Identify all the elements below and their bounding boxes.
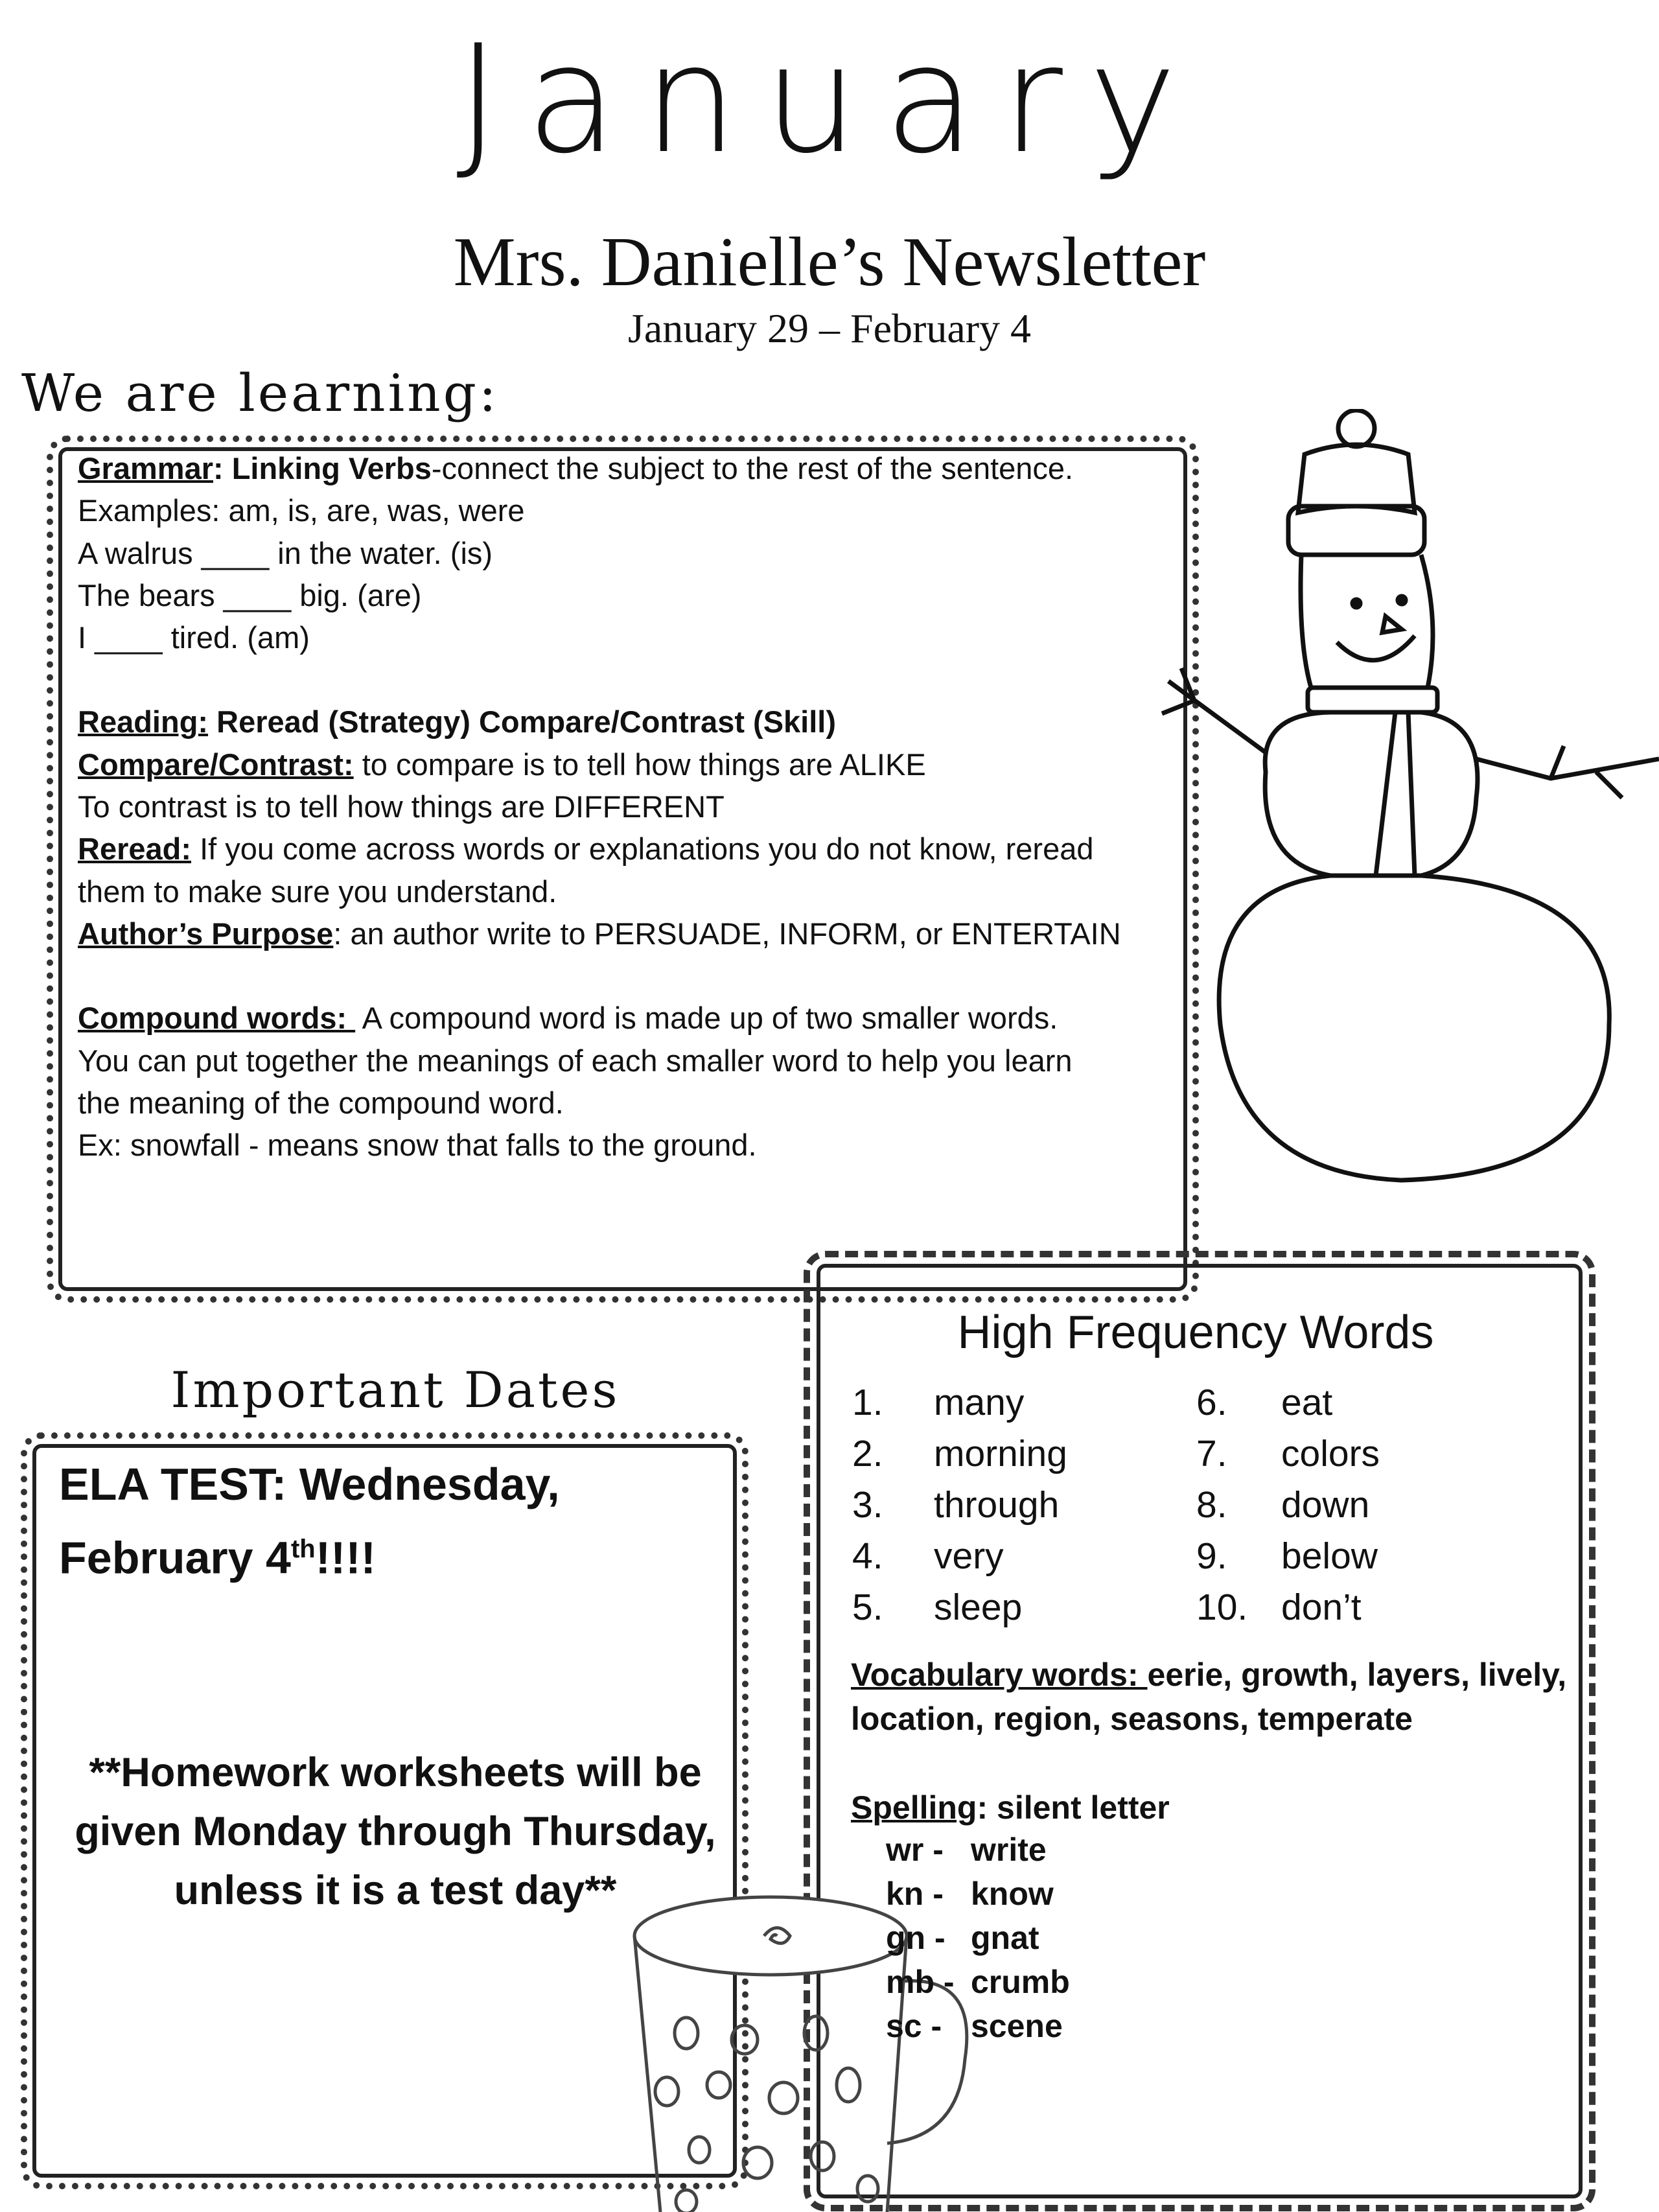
learning-text: If you come across words or explanations you do not know, reread (191, 832, 1094, 867)
learning-line (78, 997, 1179, 1039)
newsletter-title: Mrs. Danielle’s Newsletter (453, 224, 1206, 301)
learning-content (78, 447, 1179, 1166)
learning-text: -connect the subject to the rest of the sentence. (431, 451, 1074, 485)
hfw-word: many (934, 1382, 1025, 1423)
spelling-pattern: sc - (886, 2008, 942, 2044)
learning-line (78, 532, 1179, 574)
learning-text: them to make sure you understand. (78, 874, 557, 909)
learning-text: You can put together the meanings of each smaller word to help you learn (78, 1043, 1073, 1078)
hfw-word: below (1281, 1535, 1378, 1577)
learning-label: Compare/Contrast: (78, 747, 354, 782)
spelling-label: Spelling (851, 1789, 977, 1826)
learning-line (78, 743, 1179, 786)
learning-text: I ____ tired. (am) (78, 620, 310, 655)
important-dates-heading: Important Dates (170, 1361, 620, 1419)
hfw-number: 1. (852, 1382, 883, 1423)
learning-text: : an author write to PERSUADE, INFORM, or ENTERTAIN (333, 916, 1121, 951)
spelling-heading (851, 1786, 1170, 1830)
learning-line (78, 658, 1179, 701)
spelling-pattern: kn - (886, 1876, 944, 1912)
vocab-label: Vocabulary words: (851, 1657, 1148, 1693)
hfw-number: 6. (1196, 1382, 1227, 1423)
hfw-word: morning (934, 1433, 1067, 1474)
learning-line (78, 447, 1179, 489)
learning-bold: : Linking Verbs (213, 451, 432, 485)
spelling-word: gnat (971, 1920, 1039, 1956)
hfw-word: sleep (934, 1587, 1023, 1628)
vocabulary-words (851, 1653, 1577, 1741)
learning-line (78, 1082, 1179, 1124)
page-title: January (456, 14, 1203, 187)
learning-line (78, 616, 1179, 658)
hfw-number: 3. (852, 1484, 883, 1526)
learning-line (78, 1124, 1179, 1166)
spelling-word: crumb (971, 1964, 1070, 2000)
learning-bold: Reread (Strategy) Compare/Contrast (Skill) (208, 704, 837, 739)
learning-text: to compare is to tell how things are ALIKE (353, 747, 926, 782)
learning-line (78, 828, 1179, 870)
learning-line (78, 955, 1179, 997)
spelling-word: scene (971, 2008, 1063, 2044)
learning-text: The bears ____ big. (are) (78, 577, 422, 612)
date-range: January 29 – February 4 (627, 305, 1032, 351)
learning-label: Reread: (78, 832, 192, 867)
learning-label: Reading: (78, 704, 209, 739)
learning-text: A compound word is made up of two smaller words. (355, 1001, 1058, 1036)
hfw-number: 7. (1196, 1433, 1227, 1474)
learning-text: A walrus ____ in the water. (is) (78, 535, 493, 570)
hfw-number: 8. (1196, 1484, 1227, 1526)
ela-sup: th (290, 1535, 316, 1563)
learning-label: Grammar (78, 451, 213, 485)
hfw-number: 5. (852, 1587, 883, 1628)
learning-line (78, 913, 1179, 955)
learning-heading: We are learning: (21, 363, 499, 423)
hfw-word: don’t (1281, 1587, 1362, 1628)
hfw-number: 4. (852, 1535, 883, 1577)
hfw-word: colors (1281, 1433, 1380, 1474)
learning-line (78, 701, 1179, 743)
learning-line (78, 870, 1179, 913)
hfw-word: down (1281, 1484, 1370, 1526)
ela-exclaim: !!!! (315, 1532, 376, 1583)
learning-label: Compound words: (78, 1001, 356, 1036)
ela-line-1: ELA TEST: Wednesday, (59, 1459, 560, 1509)
ela-test-notice (59, 1452, 560, 1590)
ela-line-2: February 4 (59, 1532, 291, 1583)
hfw-word: through (934, 1484, 1060, 1526)
hfw-number: 10. (1196, 1587, 1248, 1628)
spelling-word: know (971, 1876, 1054, 1912)
learning-text: Examples: am, is, are, was, were (78, 493, 525, 528)
hfw-word: eat (1281, 1382, 1333, 1423)
learning-label: Author’s Purpose (78, 916, 334, 951)
spelling-pattern: mb - (886, 1964, 955, 2000)
hfw-number: 2. (852, 1433, 883, 1474)
learning-line (78, 1040, 1179, 1082)
learning-text: the meaning of the compound word. (78, 1085, 564, 1120)
spelling-word: write (971, 1832, 1047, 1868)
learning-line (78, 489, 1179, 531)
learning-line (78, 574, 1179, 616)
vocab-list: eerie, growth, layers, lively, location, region, seasons, temperate (851, 1657, 1567, 1737)
hfw-word: very (934, 1535, 1004, 1577)
hfw-heading: High Frequency Words (957, 1307, 1434, 1358)
hfw-number: 9. (1196, 1535, 1227, 1577)
spelling-pattern: wr - (886, 1832, 944, 1868)
learning-text: Ex: snowfall - means snow that falls to the ground. (78, 1128, 757, 1163)
spelling-topic: : silent letter (977, 1789, 1170, 1826)
snowman-illustration (1143, 409, 1659, 1187)
learning-line (78, 786, 1179, 828)
spelling-pattern: gn - (886, 1920, 946, 1956)
homework-notice: **Homework worksheets will be given Monday through Thursday, unless it is a test day** (75, 1750, 716, 1913)
learning-text: To contrast is to tell how things are DIFFERENT (78, 789, 725, 824)
